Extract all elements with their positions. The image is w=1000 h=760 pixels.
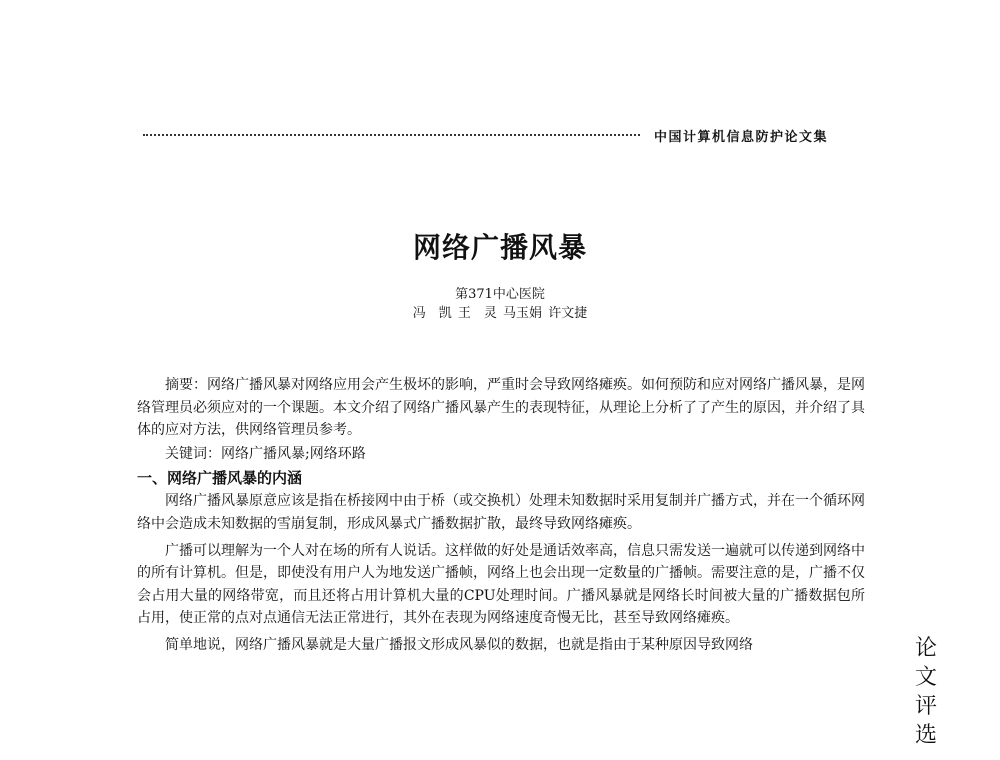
paper-title: 网络广播风暴 [412, 231, 587, 264]
keywords-line: 关键词：网络广播风暴;网络环路 [165, 445, 366, 462]
side-label-char: 评 [914, 694, 937, 719]
body-text [137, 374, 865, 657]
side-label-char: 论 [914, 636, 937, 661]
author-list: 冯 凯 王 灵 马玉娟 许文捷 [412, 306, 588, 321]
side-label-char: 文 [914, 665, 937, 690]
author-affiliation: 第371中心医院 [455, 287, 545, 302]
section-heading: 一、网络广播风暴的内涵 [137, 469, 303, 488]
body-paragraph: 简单地说，网络广播风暴就是大量广播报文形成风暴似的数据，也就是指由于某种原因导致网络 [165, 636, 753, 653]
side-label-char: 选 [914, 723, 937, 748]
journal-header: 中国计算机信息防护论文集 [654, 130, 829, 145]
header-dotted-rule [143, 134, 640, 136]
abstract-paragraph: 摘要：网络广播风暴对网络应用会产生极坏的影响，严重时会导致网络瘫痪。如何预防和应对网络广播风暴，是网络管理员必须应对的一个课题。本文介绍了网络广播风暴产生的表现特征，从理论上分析了了产生的原因，并介绍了具体的应对方法，供网络管理员参考。 [137, 377, 865, 439]
body-paragraph: 广播可以理解为一个人对在场的所有人说话。这样做的好处是通话效率高，信息只需发送一遍就可以传递到网络中的所有计算机。但是，即使没有用户人为地发送广播帧，网络上也会出现一定数量的广播帧。需要注意的是，广播不仅会占用大量的网络带宽，而且还将占用计算机大量的CPU处理时间。广播风暴就是网络长时间被大量的广播数据包所占用，使正常的点对点通信无法正常进行，其外在表现为网络速度奇慢无比，甚至导致网络瘫痪。 [137, 542, 865, 627]
side-category-label [913, 634, 939, 750]
body-paragraph: 网络广播风暴原意应该是指在桥接网中由于桥（或交换机）处理未知数据时采用复制并广播方式，并在一个循环网络中会造成未知数据的雪崩复制，形成风暴式广播数据扩散，最终导致网络瘫痪。 [137, 493, 865, 532]
